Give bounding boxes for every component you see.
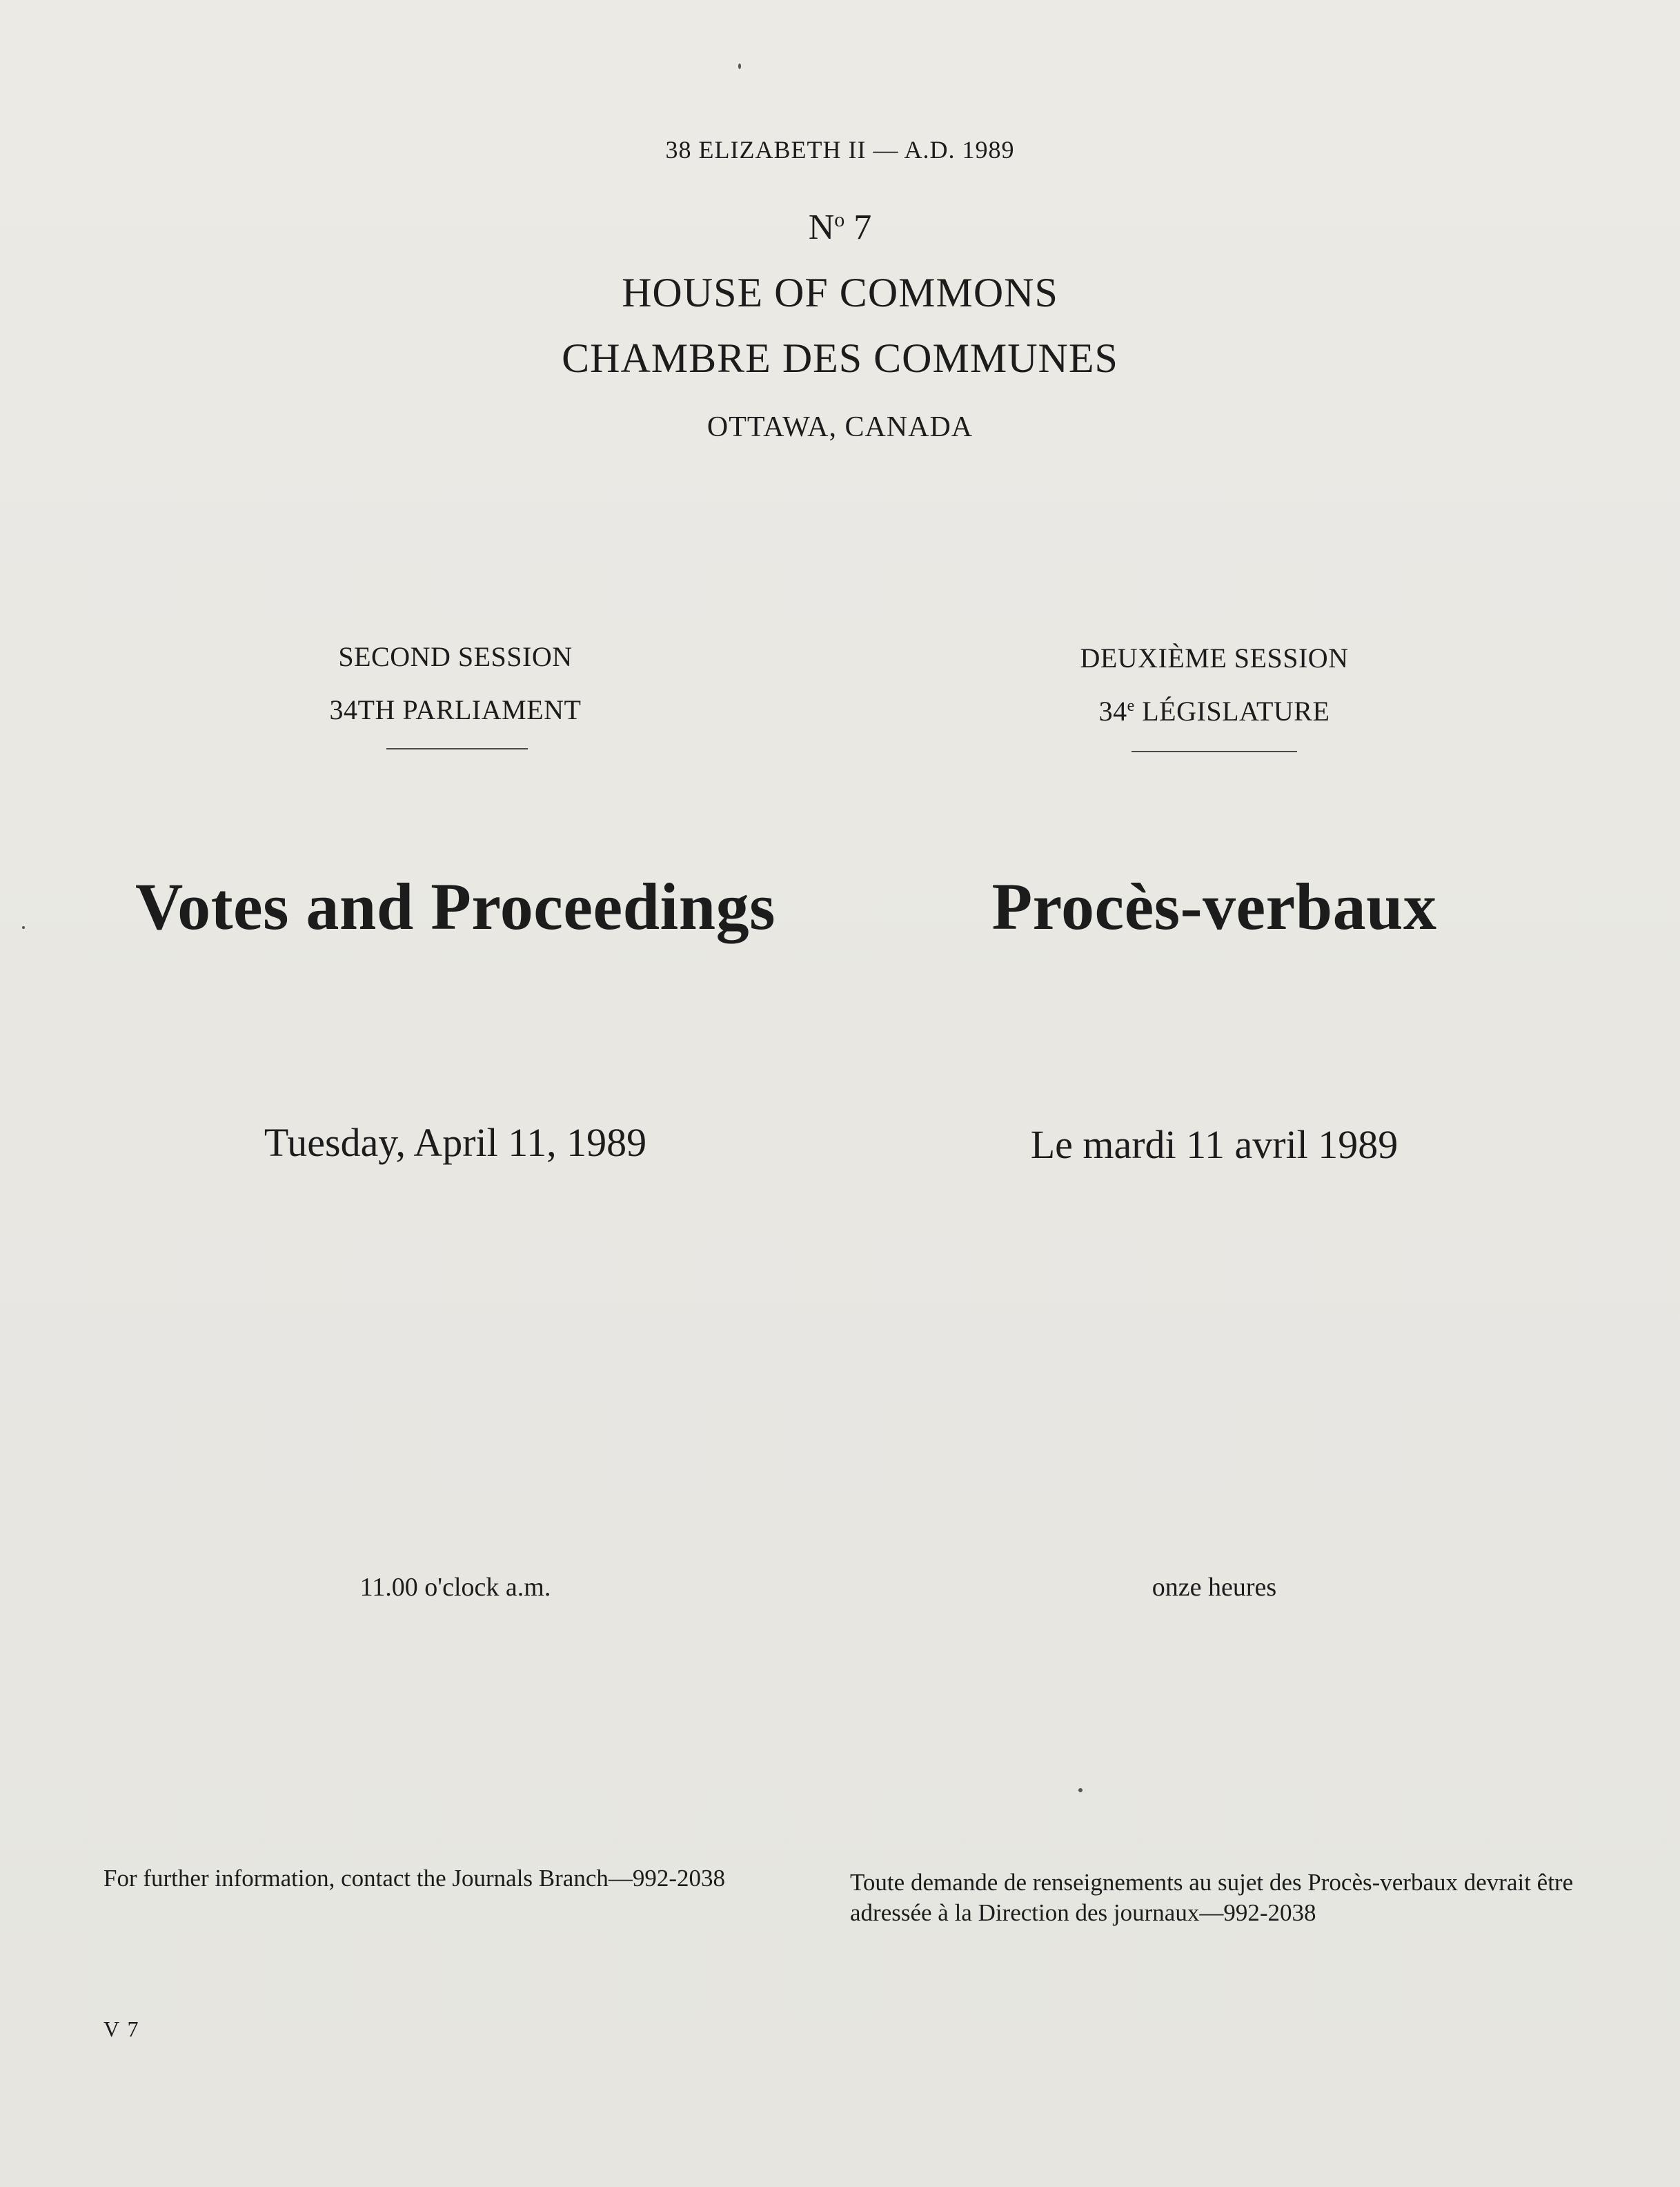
print-speck [738,63,741,69]
title-english: Votes and Proceedings [135,870,775,943]
issue-number [0,207,1680,248]
print-speck [22,926,25,929]
contact-english: For further information, contact the Journals Branch—992-2038 [103,1865,726,1892]
sitting-time-french: onze heures [1152,1573,1277,1602]
parliament-french-word: LÉGISLATURE [1134,696,1330,727]
issue-number-superscript: o [834,208,845,231]
title-french: Procès-verbaux [991,870,1437,943]
house-name-english: HOUSE OF COMMONS [622,270,1058,315]
parliament-english: 34TH PARLIAMENT [329,694,582,725]
session-french: DEUXIÈME SESSION [1080,643,1349,674]
volume-mark: V 7 [103,2017,140,2041]
date-french: Le mardi 11 avril 1989 [1030,1122,1399,1167]
sitting-time-english: 11.00 o'clock a.m. [359,1573,551,1602]
parliament-french [849,695,1580,727]
regnal-year: 38 ELIZABETH II — A.D. 1989 [665,136,1015,164]
issue-number-prefix: N [808,208,835,247]
parliament-french-number: 34 [1098,696,1127,727]
divider-left [386,748,528,749]
divider-right [1131,751,1297,752]
print-speck [1078,1788,1083,1792]
session-english: SECOND SESSION [338,641,573,672]
parliament-french-superscript: e [1127,697,1135,715]
house-name-french: CHAMBRE DES COMMUNES [562,335,1118,381]
city-line: OTTAWA, CANADA [706,411,974,443]
issue-number-value: 7 [844,208,872,247]
contact-french: Toute demande de renseignements au sujet des Procès-verbaux devrait être adressée à la Direction des journaux—992-2038 [850,1869,1574,1926]
date-english: Tuesday, April 11, 1989 [264,1120,647,1165]
